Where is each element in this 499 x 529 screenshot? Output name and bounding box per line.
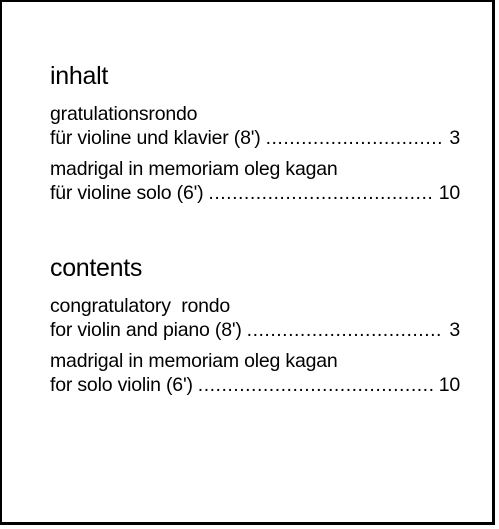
dot-leader — [247, 318, 444, 342]
page-number: 3 — [449, 127, 460, 149]
inhalt-heading: inhalt — [50, 62, 108, 90]
page-number: 10 — [438, 182, 460, 204]
entry-title: gratulationsrondo — [50, 103, 198, 125]
entry-detail: für violine solo (6') — [50, 182, 204, 204]
entry-title: congratulatory rondo — [50, 295, 231, 317]
entry-title: madrigal in memoriam oleg kagan — [50, 350, 338, 372]
dot-leader — [266, 126, 444, 150]
dot-leader — [198, 373, 433, 397]
entry-detail: for solo violin (6') — [50, 374, 193, 396]
page-number: 3 — [449, 319, 460, 341]
toc-entry-congratulatory-rondo — [50, 294, 460, 342]
toc-entry-madrigal-en — [50, 349, 460, 397]
dot-leader — [208, 181, 432, 205]
inhalt-section — [50, 60, 460, 212]
contents-heading: contents — [50, 254, 143, 282]
contents-section — [50, 252, 460, 404]
entry-detail: for violin and piano (8') — [50, 319, 242, 341]
toc-entry-gratulationsrondo — [50, 102, 460, 150]
entry-title: madrigal in memoriam oleg kagan — [50, 158, 338, 180]
entry-detail: für violine und klavier (8') — [50, 127, 261, 149]
page-number: 10 — [438, 374, 460, 396]
toc-entry-madrigal — [50, 157, 460, 205]
